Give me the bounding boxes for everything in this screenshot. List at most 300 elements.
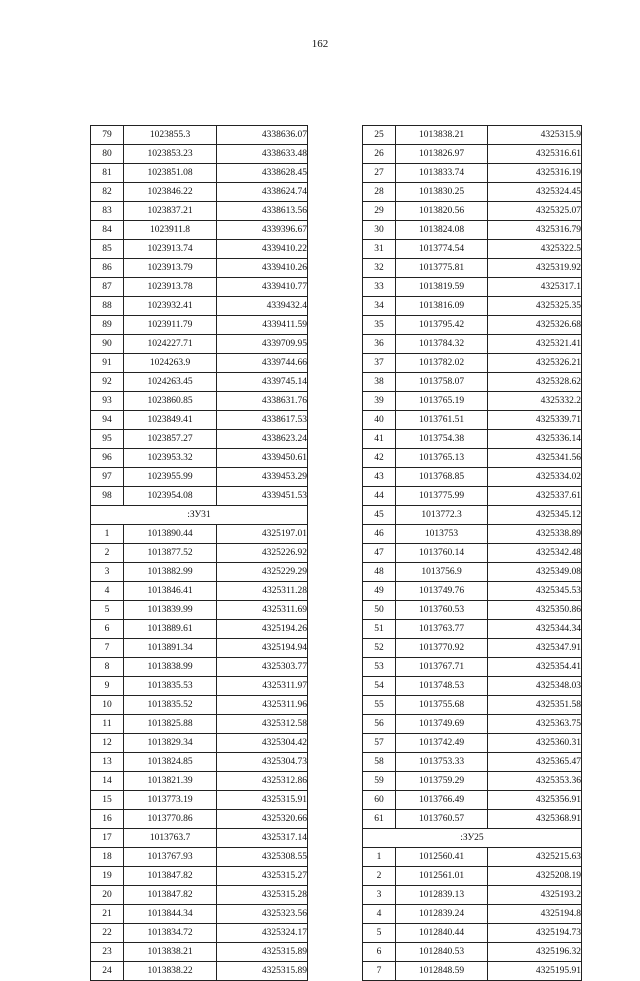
x-coordinate-cell: 1013882.99 xyxy=(124,563,217,582)
point-number-cell: 47 xyxy=(363,544,396,563)
y-coordinate-cell: 4338628.45 xyxy=(217,164,308,183)
x-coordinate-cell: 1023853.23 xyxy=(124,145,217,164)
y-coordinate-cell: 4325350.86 xyxy=(488,601,582,620)
table-row xyxy=(363,601,582,620)
x-coordinate-cell: 1013753.33 xyxy=(396,753,488,772)
table-row xyxy=(363,316,582,335)
point-number-cell: 36 xyxy=(363,335,396,354)
point-number-cell: 79 xyxy=(91,126,124,145)
y-coordinate-cell: 4325353.36 xyxy=(488,772,582,791)
table-row xyxy=(91,791,308,810)
y-coordinate-cell: 4325345.53 xyxy=(488,582,582,601)
table-row xyxy=(91,582,308,601)
x-coordinate-cell: 1013753 xyxy=(396,525,488,544)
table-row xyxy=(363,145,582,164)
y-coordinate-cell: 4325332.2 xyxy=(488,392,582,411)
x-coordinate-cell: 1013891.34 xyxy=(124,639,217,658)
table-row xyxy=(91,183,308,202)
x-coordinate-cell: 1013772.3 xyxy=(396,506,488,525)
x-coordinate-cell: 1013765.19 xyxy=(396,392,488,411)
x-coordinate-cell: 1013760.57 xyxy=(396,810,488,829)
x-coordinate-cell: 1013754.38 xyxy=(396,430,488,449)
x-coordinate-cell: 1013768.85 xyxy=(396,468,488,487)
y-coordinate-cell: 4338636.07 xyxy=(217,126,308,145)
point-number-cell: 39 xyxy=(363,392,396,411)
y-coordinate-cell: 4325315.28 xyxy=(217,886,308,905)
table-row xyxy=(363,221,582,240)
table-row xyxy=(363,658,582,677)
y-coordinate-cell: 4325334.02 xyxy=(488,468,582,487)
point-number-cell: 50 xyxy=(363,601,396,620)
point-number-cell: 97 xyxy=(91,468,124,487)
x-coordinate-cell: 1023837.21 xyxy=(124,202,217,221)
table-row xyxy=(91,734,308,753)
table-row xyxy=(363,753,582,772)
y-coordinate-cell: 4325351.58 xyxy=(488,696,582,715)
table-row xyxy=(363,772,582,791)
table-row xyxy=(363,278,582,297)
x-coordinate-cell: 1023932.41 xyxy=(124,297,217,316)
y-coordinate-cell: 4325316.19 xyxy=(488,164,582,183)
table-row xyxy=(363,259,582,278)
point-number-cell: 58 xyxy=(363,753,396,772)
y-coordinate-cell: 4338633.48 xyxy=(217,145,308,164)
table-row xyxy=(91,563,308,582)
point-number-cell: 49 xyxy=(363,582,396,601)
y-coordinate-cell: 4339450.61 xyxy=(217,449,308,468)
y-coordinate-cell: 4325311.96 xyxy=(217,696,308,715)
point-number-cell: 81 xyxy=(91,164,124,183)
table-row xyxy=(363,810,582,829)
point-number-cell: 86 xyxy=(91,259,124,278)
y-coordinate-cell: 4339410.77 xyxy=(217,278,308,297)
y-coordinate-cell: 4325315.27 xyxy=(217,867,308,886)
x-coordinate-cell: 1013835.52 xyxy=(124,696,217,715)
y-coordinate-cell: 4325311.28 xyxy=(217,582,308,601)
x-coordinate-cell: 1023849.41 xyxy=(124,411,217,430)
point-number-cell: 26 xyxy=(363,145,396,164)
y-coordinate-cell: 4325337.61 xyxy=(488,487,582,506)
y-coordinate-cell: 4325215.63 xyxy=(488,848,582,867)
y-coordinate-cell: 4339745.14 xyxy=(217,373,308,392)
x-coordinate-cell: 1013748.53 xyxy=(396,677,488,696)
x-coordinate-cell: 1013816.09 xyxy=(396,297,488,316)
table-row xyxy=(91,658,308,677)
x-coordinate-cell: 1013826.97 xyxy=(396,145,488,164)
coordinates-table-right xyxy=(362,125,582,981)
table-row xyxy=(91,962,308,981)
y-coordinate-cell: 4338613.56 xyxy=(217,202,308,221)
x-coordinate-cell: 1013756.9 xyxy=(396,563,488,582)
table-row xyxy=(91,373,308,392)
y-coordinate-cell: 4339411.59 xyxy=(217,316,308,335)
page-number: 162 xyxy=(311,38,329,50)
table-row xyxy=(363,411,582,430)
x-coordinate-cell: 1012560.41 xyxy=(396,848,488,867)
x-coordinate-cell: 1013838.21 xyxy=(124,943,217,962)
table-row xyxy=(363,183,582,202)
x-coordinate-cell: 1012839.13 xyxy=(396,886,488,905)
y-coordinate-cell: 4325229.29 xyxy=(217,563,308,582)
y-coordinate-cell: 4325336.14 xyxy=(488,430,582,449)
point-number-cell: 19 xyxy=(91,867,124,886)
x-coordinate-cell: 1024263.9 xyxy=(124,354,217,373)
point-number-cell: 24 xyxy=(91,962,124,981)
x-coordinate-cell: 1013770.92 xyxy=(396,639,488,658)
table-row xyxy=(363,164,582,183)
y-coordinate-cell: 4325356.91 xyxy=(488,791,582,810)
table-row xyxy=(91,430,308,449)
x-coordinate-cell: 1013758.07 xyxy=(396,373,488,392)
table-row xyxy=(363,791,582,810)
y-coordinate-cell: 4325316.61 xyxy=(488,145,582,164)
point-number-cell: 80 xyxy=(91,145,124,164)
table-row xyxy=(91,145,308,164)
point-number-cell: 44 xyxy=(363,487,396,506)
table-row xyxy=(363,886,582,905)
point-number-cell: 5 xyxy=(363,924,396,943)
table-row xyxy=(91,126,308,145)
x-coordinate-cell: 1023851.08 xyxy=(124,164,217,183)
x-coordinate-cell: 1013825.88 xyxy=(124,715,217,734)
table-row xyxy=(363,867,582,886)
table-row xyxy=(363,677,582,696)
table-row xyxy=(91,829,308,848)
y-coordinate-cell: 4339451.53 xyxy=(217,487,308,506)
point-number-cell: 7 xyxy=(363,962,396,981)
table-row xyxy=(91,924,308,943)
x-coordinate-cell: 1013795.42 xyxy=(396,316,488,335)
table-row xyxy=(91,905,308,924)
x-coordinate-cell: 1023857.27 xyxy=(124,430,217,449)
x-coordinate-cell: 1013784.32 xyxy=(396,335,488,354)
x-coordinate-cell: 1013838.99 xyxy=(124,658,217,677)
point-number-cell: 48 xyxy=(363,563,396,582)
point-number-cell: 5 xyxy=(91,601,124,620)
point-number-cell: 11 xyxy=(91,715,124,734)
point-number-cell: 93 xyxy=(91,392,124,411)
x-coordinate-cell: 1023955.99 xyxy=(124,468,217,487)
y-coordinate-cell: 4325317.1 xyxy=(488,278,582,297)
y-coordinate-cell: 4325342.48 xyxy=(488,544,582,563)
y-coordinate-cell: 4325347.91 xyxy=(488,639,582,658)
point-number-cell: 28 xyxy=(363,183,396,202)
table-row xyxy=(91,639,308,658)
y-coordinate-cell: 4339453.29 xyxy=(217,468,308,487)
y-coordinate-cell: 4325326.68 xyxy=(488,316,582,335)
x-coordinate-cell: 1012840.53 xyxy=(396,943,488,962)
x-coordinate-cell: 1013742.49 xyxy=(396,734,488,753)
table-row xyxy=(91,468,308,487)
point-number-cell: 2 xyxy=(91,544,124,563)
x-coordinate-cell: 1013763.7 xyxy=(124,829,217,848)
point-number-cell: 56 xyxy=(363,715,396,734)
y-coordinate-cell: 4325317.14 xyxy=(217,829,308,848)
y-coordinate-cell: 4339744.66 xyxy=(217,354,308,373)
table-row xyxy=(363,582,582,601)
x-coordinate-cell: 1013755.68 xyxy=(396,696,488,715)
y-coordinate-cell: 4325194.8 xyxy=(488,905,582,924)
y-coordinate-cell: 4325315.89 xyxy=(217,962,308,981)
point-number-cell: 95 xyxy=(91,430,124,449)
section-header-row xyxy=(91,506,308,525)
table-row xyxy=(363,924,582,943)
table-row xyxy=(91,848,308,867)
point-number-cell: 59 xyxy=(363,772,396,791)
x-coordinate-cell: 1023855.3 xyxy=(124,126,217,145)
table-row xyxy=(91,525,308,544)
section-header-row xyxy=(363,829,582,848)
table-row xyxy=(363,430,582,449)
point-number-cell: 33 xyxy=(363,278,396,297)
table-row xyxy=(363,240,582,259)
y-coordinate-cell: 4325304.73 xyxy=(217,753,308,772)
table-row xyxy=(363,373,582,392)
y-coordinate-cell: 4325354.41 xyxy=(488,658,582,677)
point-number-cell: 3 xyxy=(363,886,396,905)
point-number-cell: 41 xyxy=(363,430,396,449)
y-coordinate-cell: 4325325.35 xyxy=(488,297,582,316)
table-row xyxy=(363,392,582,411)
y-coordinate-cell: 4339709.95 xyxy=(217,335,308,354)
y-coordinate-cell: 4325315.89 xyxy=(217,943,308,962)
point-number-cell: 4 xyxy=(363,905,396,924)
table-row xyxy=(91,240,308,259)
x-coordinate-cell: 1013838.22 xyxy=(124,962,217,981)
point-number-cell: 15 xyxy=(91,791,124,810)
point-number-cell: 51 xyxy=(363,620,396,639)
x-coordinate-cell: 1013767.71 xyxy=(396,658,488,677)
x-coordinate-cell: 1013824.85 xyxy=(124,753,217,772)
x-coordinate-cell: 1023954.08 xyxy=(124,487,217,506)
point-number-cell: 40 xyxy=(363,411,396,430)
point-number-cell: 61 xyxy=(363,810,396,829)
y-coordinate-cell: 4325226.92 xyxy=(217,544,308,563)
y-coordinate-cell: 4325321.41 xyxy=(488,335,582,354)
point-number-cell: 2 xyxy=(363,867,396,886)
x-coordinate-cell: 1023860.85 xyxy=(124,392,217,411)
y-coordinate-cell: 4325195.91 xyxy=(488,962,582,981)
point-number-cell: 38 xyxy=(363,373,396,392)
table-row xyxy=(91,221,308,240)
x-coordinate-cell: 1023911.8 xyxy=(124,221,217,240)
point-number-cell: 7 xyxy=(91,639,124,658)
point-number-cell: 4 xyxy=(91,582,124,601)
table-row xyxy=(363,962,582,981)
point-number-cell: 9 xyxy=(91,677,124,696)
point-number-cell: 42 xyxy=(363,449,396,468)
x-coordinate-cell: 1013760.53 xyxy=(396,601,488,620)
x-coordinate-cell: 1013770.86 xyxy=(124,810,217,829)
x-coordinate-cell: 1013835.53 xyxy=(124,677,217,696)
point-number-cell: 82 xyxy=(91,183,124,202)
y-coordinate-cell: 4325341.56 xyxy=(488,449,582,468)
x-coordinate-cell: 1012561.01 xyxy=(396,867,488,886)
point-number-cell: 21 xyxy=(91,905,124,924)
x-coordinate-cell: 1023913.79 xyxy=(124,259,217,278)
x-coordinate-cell: 1013749.76 xyxy=(396,582,488,601)
y-coordinate-cell: 4325324.45 xyxy=(488,183,582,202)
x-coordinate-cell: 1024263.45 xyxy=(124,373,217,392)
y-coordinate-cell: 4325194.94 xyxy=(217,639,308,658)
x-coordinate-cell: 1013890.44 xyxy=(124,525,217,544)
point-number-cell: 46 xyxy=(363,525,396,544)
point-number-cell: 29 xyxy=(363,202,396,221)
point-number-cell: 84 xyxy=(91,221,124,240)
x-coordinate-cell: 1023913.78 xyxy=(124,278,217,297)
table-row xyxy=(91,620,308,639)
point-number-cell: 53 xyxy=(363,658,396,677)
y-coordinate-cell: 4325312.58 xyxy=(217,715,308,734)
point-number-cell: 54 xyxy=(363,677,396,696)
point-number-cell: 30 xyxy=(363,221,396,240)
y-coordinate-cell: 4325324.17 xyxy=(217,924,308,943)
table-row xyxy=(363,563,582,582)
y-coordinate-cell: 4325311.69 xyxy=(217,601,308,620)
y-coordinate-cell: 4338623.24 xyxy=(217,430,308,449)
point-number-cell: 34 xyxy=(363,297,396,316)
point-number-cell: 60 xyxy=(363,791,396,810)
x-coordinate-cell: 1013839.99 xyxy=(124,601,217,620)
y-coordinate-cell: 4325348.03 xyxy=(488,677,582,696)
x-coordinate-cell: 1012848.59 xyxy=(396,962,488,981)
point-number-cell: 85 xyxy=(91,240,124,259)
x-coordinate-cell: 1013766.49 xyxy=(396,791,488,810)
x-coordinate-cell: 1013834.72 xyxy=(124,924,217,943)
table-row xyxy=(91,449,308,468)
y-coordinate-cell: 4325194.73 xyxy=(488,924,582,943)
table-row xyxy=(363,943,582,962)
table-row xyxy=(91,601,308,620)
x-coordinate-cell: 1013829.34 xyxy=(124,734,217,753)
table-row xyxy=(91,886,308,905)
point-number-cell: 16 xyxy=(91,810,124,829)
table-row xyxy=(91,696,308,715)
point-number-cell: 94 xyxy=(91,411,124,430)
y-coordinate-cell: 4325325.07 xyxy=(488,202,582,221)
point-number-cell: 25 xyxy=(363,126,396,145)
table-row xyxy=(363,525,582,544)
y-coordinate-cell: 4325368.91 xyxy=(488,810,582,829)
x-coordinate-cell: 1013782.02 xyxy=(396,354,488,373)
y-coordinate-cell: 4338631.76 xyxy=(217,392,308,411)
table-row xyxy=(91,164,308,183)
x-coordinate-cell: 1013844.34 xyxy=(124,905,217,924)
x-coordinate-cell: 1013761.51 xyxy=(396,411,488,430)
point-number-cell: 88 xyxy=(91,297,124,316)
coordinates-table-left xyxy=(90,125,308,981)
y-coordinate-cell: 4339410.22 xyxy=(217,240,308,259)
table-row xyxy=(91,354,308,373)
table-row xyxy=(363,487,582,506)
point-number-cell: 37 xyxy=(363,354,396,373)
point-number-cell: 10 xyxy=(91,696,124,715)
point-number-cell: 96 xyxy=(91,449,124,468)
point-number-cell: 1 xyxy=(363,848,396,867)
x-coordinate-cell: 1013819.59 xyxy=(396,278,488,297)
x-coordinate-cell: 1013833.74 xyxy=(396,164,488,183)
y-coordinate-cell: 4339410.26 xyxy=(217,259,308,278)
y-coordinate-cell: 4325323.56 xyxy=(217,905,308,924)
y-coordinate-cell: 4325208.19 xyxy=(488,867,582,886)
y-coordinate-cell: 4338617.53 xyxy=(217,411,308,430)
x-coordinate-cell: 1023911.79 xyxy=(124,316,217,335)
table-row xyxy=(363,639,582,658)
x-coordinate-cell: 1013846.41 xyxy=(124,582,217,601)
x-coordinate-cell: 1013774.54 xyxy=(396,240,488,259)
y-coordinate-cell: 4339432.4 xyxy=(217,297,308,316)
point-number-cell: 83 xyxy=(91,202,124,221)
table-row xyxy=(91,335,308,354)
point-number-cell: 89 xyxy=(91,316,124,335)
y-coordinate-cell: 4325196.32 xyxy=(488,943,582,962)
x-coordinate-cell: 1013765.13 xyxy=(396,449,488,468)
point-number-cell: 90 xyxy=(91,335,124,354)
y-coordinate-cell: 4325326.21 xyxy=(488,354,582,373)
y-coordinate-cell: 4325319.92 xyxy=(488,259,582,278)
x-coordinate-cell: 1013773.19 xyxy=(124,791,217,810)
table-row xyxy=(91,392,308,411)
point-number-cell: 12 xyxy=(91,734,124,753)
point-number-cell: 3 xyxy=(91,563,124,582)
x-coordinate-cell: 1012840.44 xyxy=(396,924,488,943)
y-coordinate-cell: 4325363.75 xyxy=(488,715,582,734)
y-coordinate-cell: 4325304.42 xyxy=(217,734,308,753)
point-number-cell: 14 xyxy=(91,772,124,791)
y-coordinate-cell: 4325315.91 xyxy=(217,791,308,810)
y-coordinate-cell: 4325316.79 xyxy=(488,221,582,240)
table-row xyxy=(363,544,582,563)
table-row xyxy=(91,202,308,221)
point-number-cell: 13 xyxy=(91,753,124,772)
table-row xyxy=(363,506,582,525)
y-coordinate-cell: 4325312.86 xyxy=(217,772,308,791)
table-row xyxy=(363,468,582,487)
y-coordinate-cell: 4325315.9 xyxy=(488,126,582,145)
y-coordinate-cell: 4325308.55 xyxy=(217,848,308,867)
x-coordinate-cell: 1013775.81 xyxy=(396,259,488,278)
table-row xyxy=(363,620,582,639)
table-row xyxy=(91,677,308,696)
y-coordinate-cell: 4325194.26 xyxy=(217,620,308,639)
point-number-cell: 43 xyxy=(363,468,396,487)
table-row xyxy=(91,715,308,734)
section-label: :ЗУ31 xyxy=(91,506,308,525)
table-row xyxy=(91,278,308,297)
point-number-cell: 6 xyxy=(363,943,396,962)
y-coordinate-cell: 4325339.71 xyxy=(488,411,582,430)
table-row xyxy=(363,297,582,316)
y-coordinate-cell: 4325328.62 xyxy=(488,373,582,392)
y-coordinate-cell: 4325197.01 xyxy=(217,525,308,544)
y-coordinate-cell: 4325349.08 xyxy=(488,563,582,582)
point-number-cell: 31 xyxy=(363,240,396,259)
x-coordinate-cell: 1013830.25 xyxy=(396,183,488,202)
table-row xyxy=(91,411,308,430)
table-row xyxy=(91,810,308,829)
table-row xyxy=(91,259,308,278)
x-coordinate-cell: 1013877.52 xyxy=(124,544,217,563)
table-row xyxy=(91,867,308,886)
point-number-cell: 57 xyxy=(363,734,396,753)
x-coordinate-cell: 1013767.93 xyxy=(124,848,217,867)
x-coordinate-cell: 1013847.82 xyxy=(124,867,217,886)
table-row xyxy=(363,696,582,715)
point-number-cell: 20 xyxy=(91,886,124,905)
x-coordinate-cell: 1023913.74 xyxy=(124,240,217,259)
x-coordinate-cell: 1023846.22 xyxy=(124,183,217,202)
y-coordinate-cell: 4325338.89 xyxy=(488,525,582,544)
